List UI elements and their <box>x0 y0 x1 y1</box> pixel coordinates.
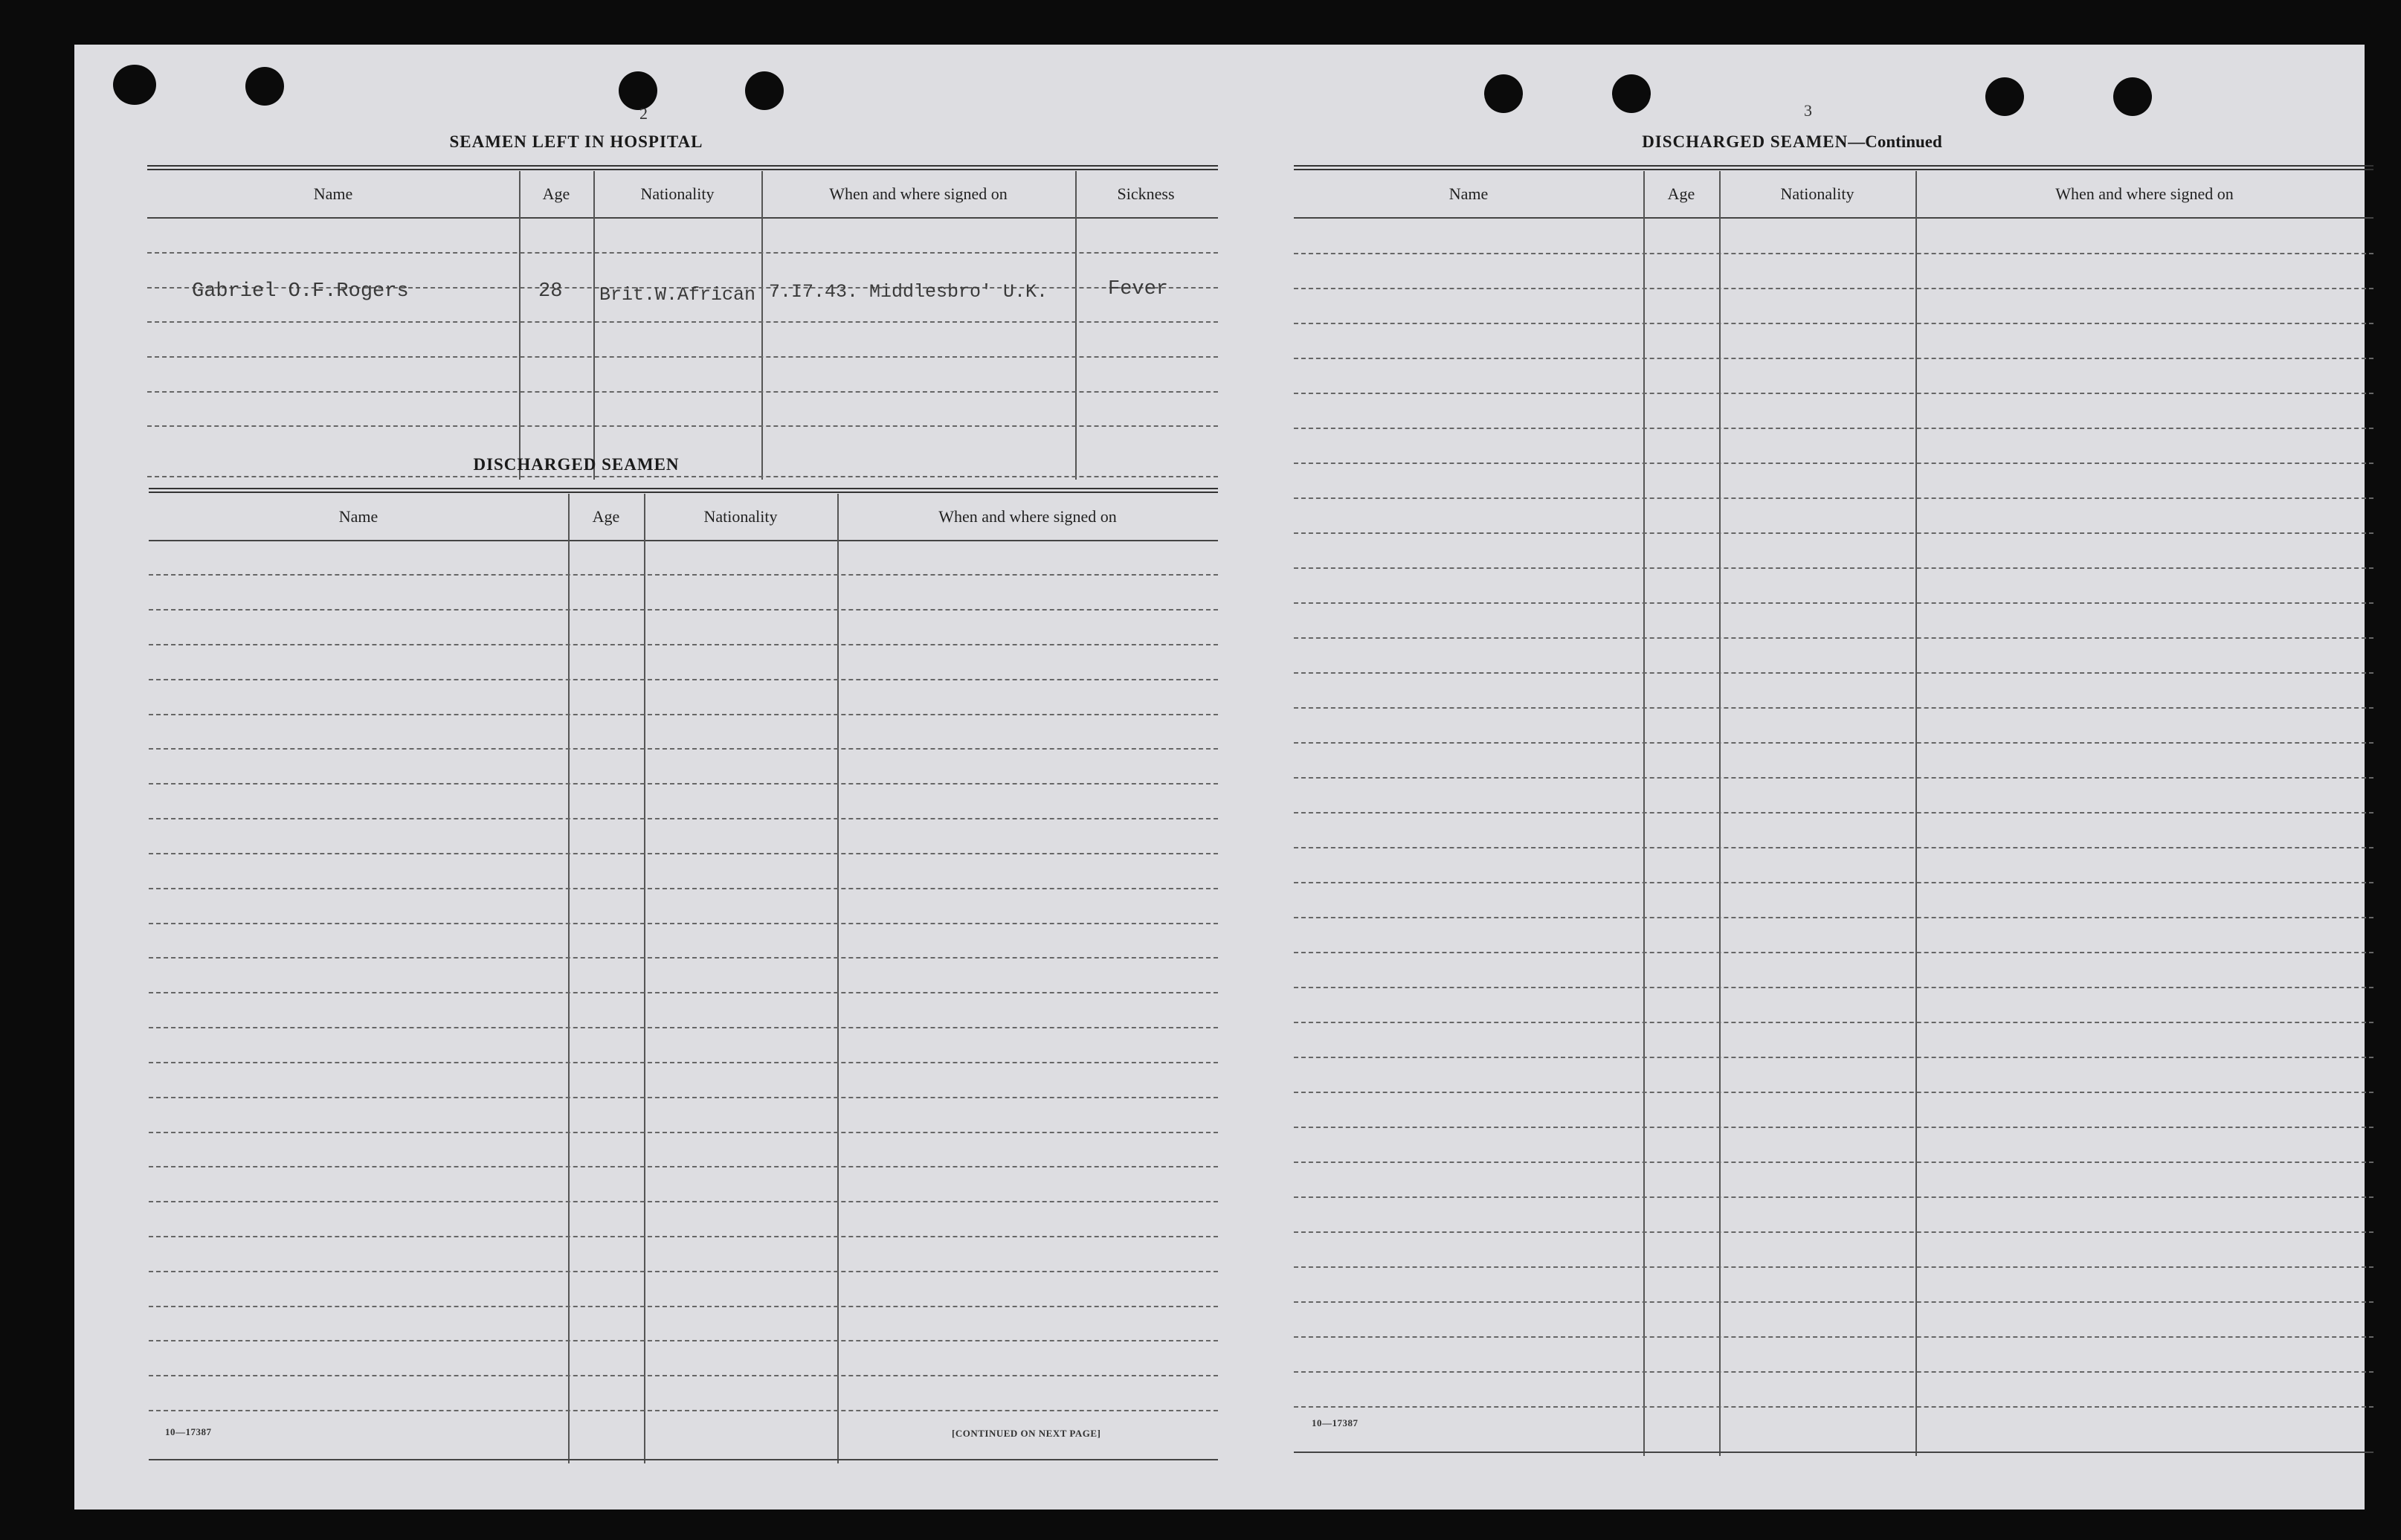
title-suffix: —Continued <box>1848 132 1942 151</box>
seaman-nationality: Brit.W.African <box>599 284 756 306</box>
punch-hole <box>113 65 156 105</box>
punch-hole <box>1484 74 1523 113</box>
page-number-left: 2 <box>639 104 648 123</box>
punch-hole <box>745 71 784 110</box>
title-main: DISCHARGED SEAMEN <box>1642 132 1849 151</box>
seaman-sickness: Fever <box>1108 278 1169 300</box>
discharged-col-nationality: Nationality <box>703 507 778 526</box>
discharged-table-left <box>149 488 1218 1466</box>
form-number-right: 10—17387 <box>1312 1417 1359 1428</box>
discharged-continued-title <box>1294 132 2290 152</box>
discharged-col-age: Age <box>592 507 620 526</box>
hospital-col-signed-on: When and where signed on <box>829 184 1008 203</box>
hospital-col-sickness: Sickness <box>1117 184 1175 203</box>
seaman-age: 28 <box>538 280 563 303</box>
hospital-title: SEAMEN LEFT IN HOSPITAL <box>449 132 703 151</box>
discharged-title: DISCHARGED SEAMEN <box>473 455 680 474</box>
discharged-col-name: Name <box>338 507 378 526</box>
continued-col-name: Name <box>1448 184 1489 203</box>
page-number-right: 3 <box>1804 101 1812 120</box>
discharged-table-right <box>1294 165 2373 1459</box>
punch-hole <box>2113 77 2152 116</box>
form-number-left: 10—17387 <box>165 1426 212 1437</box>
punch-hole <box>1985 77 2024 116</box>
hospital-table <box>147 165 1218 481</box>
continued-col-age: Age <box>1667 184 1695 203</box>
hospital-col-age: Age <box>542 184 570 203</box>
punch-hole <box>1612 74 1651 113</box>
continued-note: [CONTINUED ON NEXT PAGE] <box>952 1428 1101 1439</box>
punch-hole <box>619 71 657 110</box>
continued-col-nationality: Nationality <box>1780 184 1854 203</box>
seaman-signed-on: 7.I7.43. Middlesbro' U.K. <box>769 281 1048 303</box>
seaman-name: Gabriel O.F.Rogers <box>192 280 409 303</box>
continued-col-signed-on: When and where signed on <box>2055 184 2234 203</box>
discharged-col-signed-on: When and where signed on <box>938 507 1117 526</box>
document-sheet <box>74 45 2365 1510</box>
hospital-col-nationality: Nationality <box>640 184 715 203</box>
punch-hole <box>245 67 284 106</box>
hospital-col-name: Name <box>313 184 353 203</box>
